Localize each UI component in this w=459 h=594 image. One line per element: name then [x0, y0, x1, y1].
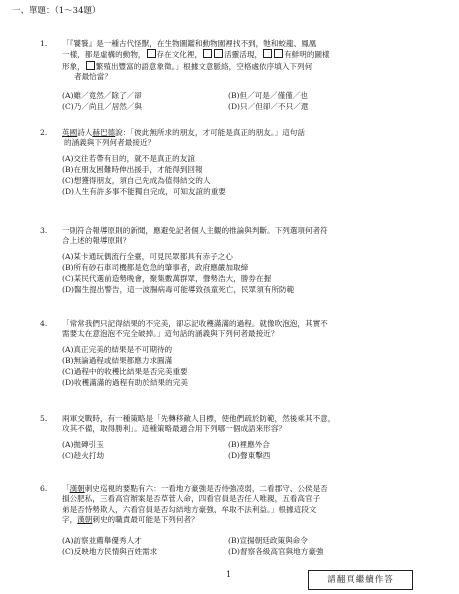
- question-stem: [62, 226, 410, 247]
- stem-text: 存在文化裡，: [156, 50, 203, 60]
- stem-text: 一樣，都是虛構的動物，: [62, 50, 146, 60]
- option-c[interactable]: (C)過程中的收穫比結果是否完美重要: [62, 367, 188, 376]
- stem-line: 者最恰當？: [74, 72, 112, 82]
- option-b[interactable]: (B)在朋友困難時伸出援手，才能得到回報: [62, 165, 203, 174]
- question-stem: [62, 39, 410, 83]
- stem-line: 弟是否恃勢欺人，六看官員是否勾結地方豪強、牟取不法利益。」根據這段文: [62, 504, 317, 514]
- dynasty-name: 漢朝: [77, 515, 93, 525]
- stem-text: 刺史的職責最可能是下列何者？: [92, 515, 199, 525]
- blank-box: [147, 49, 156, 58]
- option-a[interactable]: (A)交往若帶有目的，就不是真正的友誼: [62, 154, 195, 163]
- option-c[interactable]: (C)趁火打劫: [62, 451, 105, 460]
- dynasty-name: 漢朝: [69, 484, 85, 493]
- option-d[interactable]: (D)收穫滿滿的過程有助於結果的完美: [62, 378, 188, 387]
- option-a[interactable]: (A)拋磚引玉: [62, 440, 104, 449]
- stem-text: 說：「彼此無所求的朋友，才可能是真正的朋友。」這句話: [115, 128, 305, 137]
- continue-notice: 請翻頁繼續作答: [308, 570, 413, 590]
- option-b[interactable]: (B)裡應外合: [228, 440, 270, 449]
- stem-line: 「常常我們只記得結果的不完美，卻忘記收穫滿滿的過程。就像吹泡泡，其實不: [62, 319, 328, 328]
- blank-box: [214, 49, 223, 58]
- stem-line: [62, 484, 410, 494]
- country-name: 英國: [62, 128, 78, 137]
- question-number: 6.: [40, 484, 48, 493]
- stem-text: 字，: [62, 515, 78, 525]
- blank-box: [86, 61, 95, 70]
- stem-line: 需要太在意泡泡不完全破掉。」這句話的涵義與下列何者最接近？: [62, 329, 279, 339]
- option-d[interactable]: (D)醫生提出警告，這一波腸病毒可能導致孩童死亡，民眾須有所防範: [62, 285, 295, 294]
- option-c[interactable]: (C)乃／尚且／居然／與: [62, 102, 143, 111]
- stem-text: 有鮮明的圖樣: [284, 50, 330, 60]
- question-number: 1.: [40, 39, 48, 48]
- option-d[interactable]: (D)聲東擊西: [228, 451, 271, 460]
- stem-line: [62, 515, 410, 525]
- question-2: [0, 128, 459, 208]
- question-stem: [62, 319, 410, 340]
- blank-box: [274, 49, 283, 58]
- option-d[interactable]: (D)人生有許多事不能獨自完成，可知友誼的重要: [62, 187, 226, 196]
- option-a[interactable]: (A)訪察並薦舉優秀人才: [62, 536, 142, 545]
- question-1: [0, 39, 459, 119]
- stem-line: 「『饕餮』是一種古代怪獸，在生物圖鑑和動物園裡找不到，牠和蛟龍、鳳凰: [62, 39, 317, 48]
- stem-text: 活靈活現，: [224, 50, 263, 60]
- blank-box: [203, 49, 212, 58]
- page-number: 1: [226, 570, 232, 579]
- question-4: [0, 319, 459, 399]
- option-b[interactable]: (B)但／可是／僅僅／也: [228, 91, 308, 100]
- stem-line: 損公肥私，三看高官辦案是否草菅人命，四看官員是否任人唯親，五看高官子: [62, 494, 321, 504]
- stem-text: 繁殖出豐富的語意象徵。」根據文意脈絡，空格處依序填入下列何: [95, 61, 313, 71]
- stem-line: [62, 61, 410, 72]
- option-a[interactable]: (A)真正完美的結果是不可期待的: [62, 345, 173, 354]
- section-title: 一、單題：（1～34題）: [12, 6, 101, 16]
- stem-line: 合上述的報導原則？: [62, 236, 131, 246]
- option-a[interactable]: (A)雖／竟然／除了／卻: [62, 91, 142, 100]
- option-b[interactable]: (B)無論過程或結果都應力求圓滿: [62, 356, 173, 365]
- option-b[interactable]: (B)所有砂石車司機都是危急的肇事者，政府應嚴加取締: [62, 263, 249, 272]
- stem-text: 詩人: [77, 128, 93, 137]
- question-number: 4.: [40, 319, 48, 328]
- option-c[interactable]: (C)某民代選前造勢晚會，聚集數萬群眾，聲勢浩大，勝券在握: [62, 274, 272, 283]
- question-3: [0, 226, 459, 306]
- stem-text: 「: [62, 484, 70, 493]
- stem-line: 的涵義與下列何者最接近？: [64, 138, 156, 148]
- question-number: 2.: [40, 128, 48, 137]
- stem-line: [62, 128, 410, 138]
- question-stem: [62, 484, 410, 526]
- stem-text: 形象，: [62, 61, 85, 71]
- option-c[interactable]: (C)反映地方民情與百姓需求: [62, 547, 158, 556]
- option-d[interactable]: (D)只／但卻／不只／還: [228, 102, 309, 111]
- question-number: 5.: [40, 414, 48, 423]
- stem-line: 一則符合報導原則的新聞，應避免記者個人主觀的推論與判斷。下列選項何者符: [62, 226, 328, 235]
- option-d[interactable]: (D)督察各級高官與地方豪強: [228, 547, 324, 556]
- blank-box: [263, 49, 272, 58]
- question-5: [0, 414, 459, 474]
- stem-text: 刺史巡視的要點有六：一看地方豪強是否侍強凌弱，二看郡守、公侯是否: [84, 484, 328, 493]
- stem-line: 兩軍交戰時，有一種策略是「先轉移敵人目標，使他們疏於防範，然後乘其不意，: [62, 414, 336, 423]
- option-a[interactable]: (A)某卡通玩偶流行全臺，可見民眾都具有赤子之心: [62, 252, 233, 261]
- stem-line: [62, 49, 410, 60]
- question-number: 3.: [40, 226, 48, 235]
- question-stem: [62, 414, 410, 435]
- stem-line: 攻其不備，取得勝利」。這種策略最適合用下列哪一個成語來形容？: [62, 424, 287, 434]
- question-stem: [62, 128, 410, 149]
- person-name: 赫巴德: [92, 128, 116, 137]
- question-6: [0, 484, 459, 568]
- option-c[interactable]: (C)想獲得朋友，須自己先成為值得結交的人: [62, 176, 211, 185]
- option-b[interactable]: (B)宣揚朝廷政策與命令: [228, 536, 308, 545]
